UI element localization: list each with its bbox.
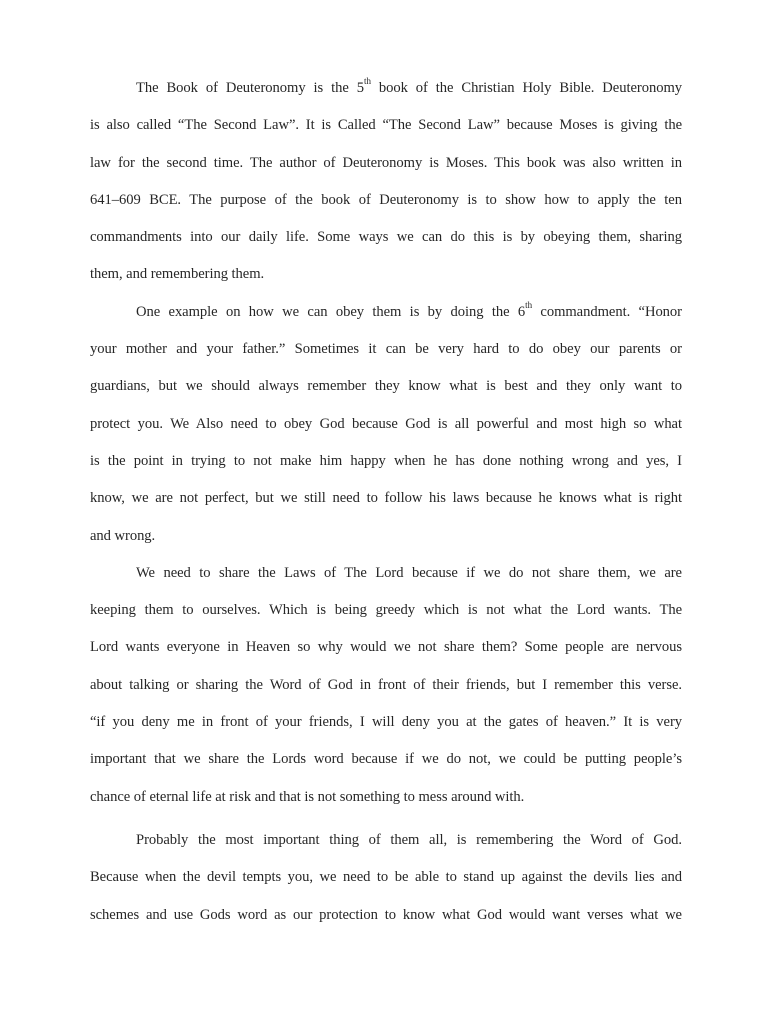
- text-run: your mother and your father.” Sometimes it can be very hard to do obey our parents or: [90, 341, 682, 358]
- text-run: law for the second time. The author of Deuteronomy is Moses. This book was also written in: [90, 154, 682, 171]
- text-run: about talking or sharing the Word of God in front of their friends, but I remember this verse.: [90, 676, 682, 693]
- text-run: commandment. “Honor: [532, 303, 682, 320]
- text-line: [90, 859, 682, 896]
- text-line: [90, 897, 682, 934]
- superscript: th: [364, 76, 371, 87]
- text-line: [90, 219, 682, 256]
- text-run: book of the Christian Holy Bible. Deuteronomy: [370, 80, 682, 96]
- text-line: [90, 70, 682, 107]
- text-line: [90, 182, 682, 219]
- text-run: 641–609 BCE. The purpose of the book of Deuteronomy is to show how to apply the ten: [90, 191, 682, 208]
- text-run: The Book of Deuteronomy is the 5: [136, 80, 364, 96]
- text-run: protect you. We Also need to obey God because God is all powerful and most high so what: [90, 415, 682, 432]
- paragraph: [90, 822, 682, 934]
- text-line: [90, 822, 682, 859]
- text-line: [90, 555, 682, 592]
- text-line: [90, 592, 682, 629]
- text-run: One example on how we can obey them is by doing the 6: [136, 303, 526, 320]
- text-line: [90, 145, 682, 182]
- text-line: [90, 107, 682, 144]
- text-run: We need to share the Laws of The Lord because if we do not share them, we are: [136, 564, 682, 581]
- text-run: Because when the devil tempts you, we need to be able to stand up against the devils lies and: [90, 869, 682, 886]
- text-run: commandments into our daily life. Some ways we can do this is by obeying them, sharing: [90, 229, 682, 246]
- text-run: important that we share the Lords word because if we do not, we could be putting people’s: [90, 751, 682, 768]
- text-line: [90, 779, 682, 816]
- text-run: keeping them to ourselves. Which is being greedy which is not what the Lord wants. The: [90, 602, 682, 619]
- text-run: and wrong.: [90, 527, 156, 544]
- text-run: guardians, but we should always remember they know what is best and they only want to: [90, 378, 682, 395]
- paragraph: [90, 70, 682, 294]
- text-line: [90, 331, 682, 368]
- text-run: Lord wants everyone in Heaven so why would we not share them? Some people are nervous: [90, 639, 682, 656]
- essay-body: [90, 70, 682, 934]
- text-run: schemes and use Gods word as our protection to know what God would want verses what we: [90, 906, 682, 923]
- paragraph: [90, 294, 682, 555]
- text-run: “if you deny me in front of your friends, I will deny you at the gates of heaven.” It is very: [90, 714, 682, 731]
- text-run: them, and remembering them.: [90, 266, 265, 283]
- text-run: know, we are not perfect, but we still need to follow his laws because he knows what is right: [90, 490, 682, 507]
- text-line: [90, 704, 682, 741]
- text-line: [90, 518, 682, 555]
- text-line: [90, 406, 682, 443]
- paragraph: [90, 555, 682, 816]
- text-line: [90, 480, 682, 517]
- text-line: [90, 667, 682, 704]
- text-run: Probably the most important thing of them all, is remembering the Word of God.: [136, 831, 682, 848]
- text-run: is the point in trying to not make him happy when he has done nothing wrong and yes, I: [90, 452, 682, 469]
- text-line: [90, 741, 682, 778]
- text-line: [90, 629, 682, 666]
- text-line: [90, 368, 682, 405]
- text-line: [90, 294, 682, 331]
- superscript: th: [525, 299, 533, 310]
- text-line: [90, 256, 682, 293]
- text-run: is also called “The Second Law”. It is Called “The Second Law” because Moses is giving the: [90, 117, 682, 134]
- text-run: chance of eternal life at risk and that is not something to mess around with.: [90, 788, 525, 805]
- text-line: [90, 443, 682, 480]
